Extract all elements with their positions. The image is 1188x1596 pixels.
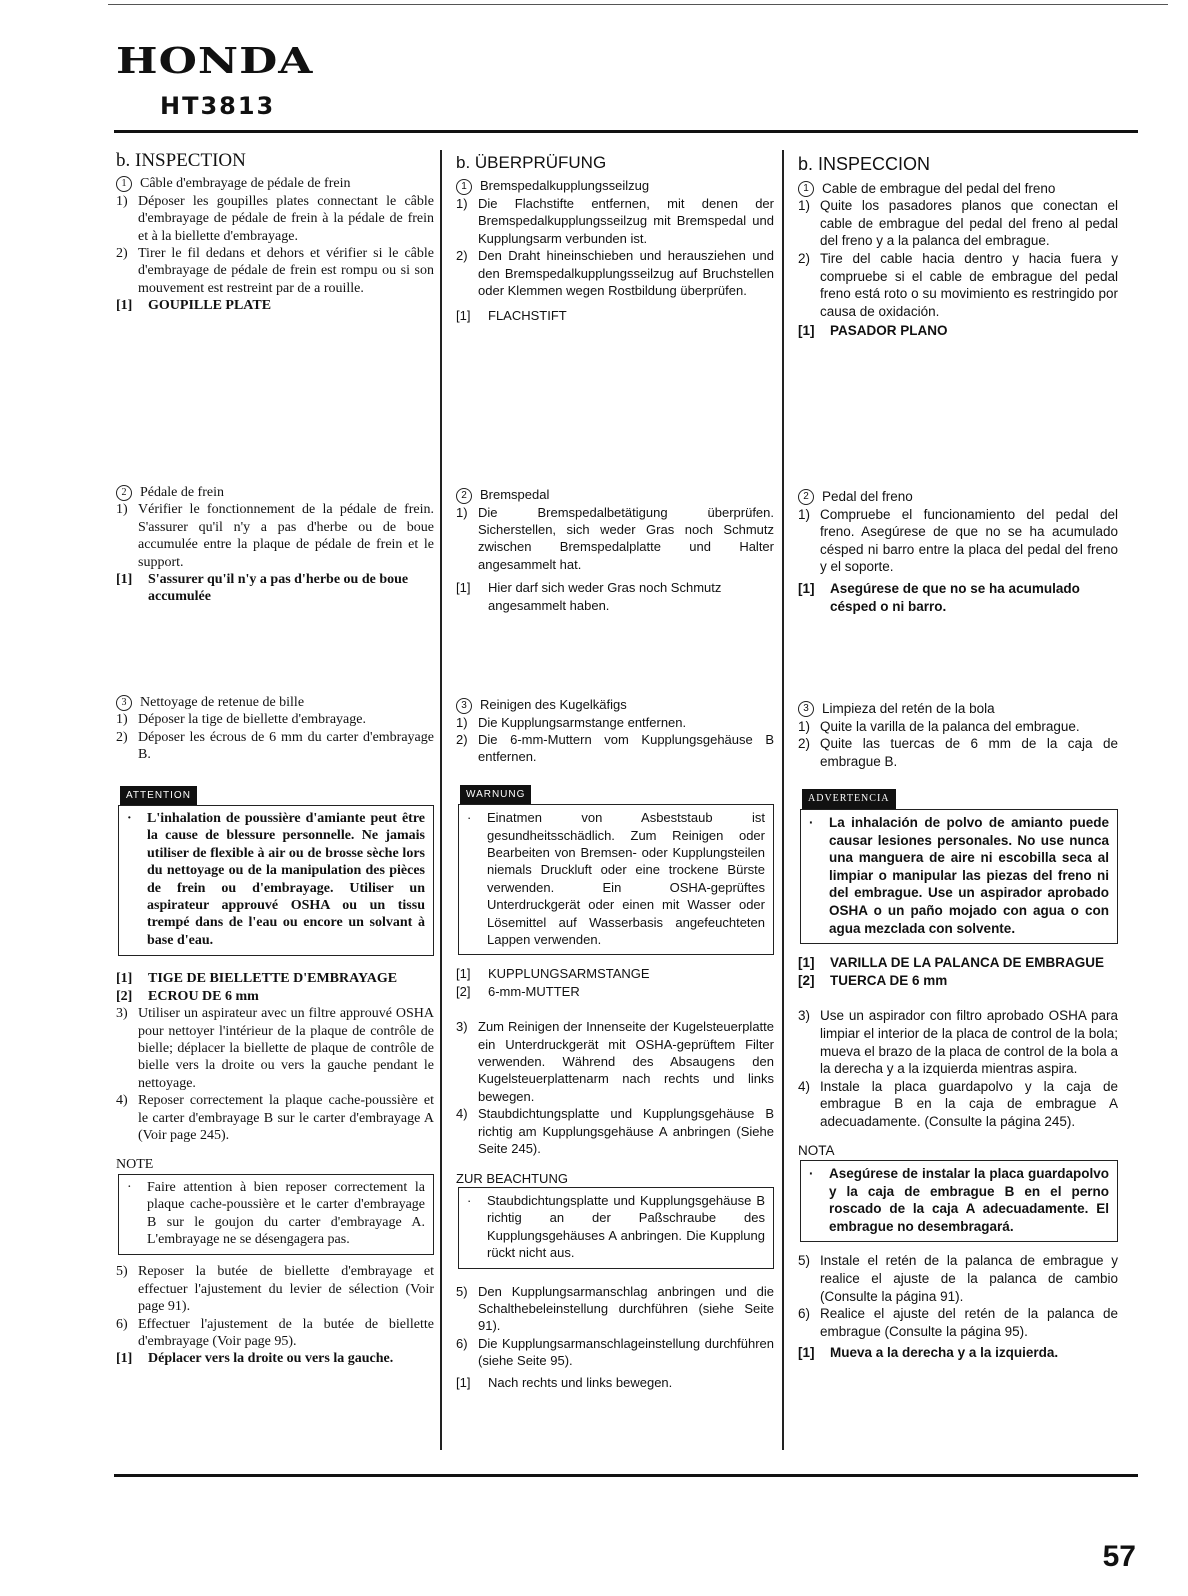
column-divider-2	[782, 150, 784, 1450]
step-text: Realice el ajuste del retén de la palanca de embrague (Consulte la página 95).	[820, 1306, 1118, 1339]
warning-badge: ADVERTENCIA	[802, 789, 896, 809]
circled-number: 3	[798, 701, 814, 717]
label-number: [1]	[456, 580, 471, 596]
warning-text: L'inhalation de poussière d'amiante peut être la cause de blessure personnelle. Ne jamais utiliser de flexible à air ou de brosse sèche lors du nettoyage ou de la manipulation des pièces de frein ou d'embrayage. Utiliser un aspirateur approuvé OSHA ou un tissu trempé dans de l'eau ou encore un solvant à base d'eau.	[147, 811, 425, 948]
model-number: HT3813	[160, 92, 276, 120]
label-text: Nach rechts und links bewegen.	[488, 1374, 673, 1390]
circled-number: 3	[456, 698, 472, 714]
label-text: S'assurer qu'il n'y a pas d'herbe ou de boue accumulée	[148, 572, 409, 605]
german-ball-cage-section	[456, 696, 774, 1391]
label-number: [1]	[116, 572, 133, 588]
section-title: Reinigen des Kugelkäfigs	[480, 697, 627, 712]
step-number: 3)	[798, 1008, 811, 1024]
label-text: PASADOR PLANO	[830, 323, 948, 339]
step-text: Reposer la butée de biellette d'embrayage et effectuer l'ajustement du levier de sélection (Voir page 91).	[138, 1264, 434, 1315]
step-text: Déposer les écrous de 6 mm du carter d'embrayage B.	[138, 729, 434, 763]
step-text: Die 6-mm-Muttern vom Kupplungsgehäuse B entfernen.	[478, 731, 774, 765]
step-number: 5)	[798, 1253, 811, 1269]
warning-badge: ATTENTION	[120, 786, 197, 805]
step-number: 6)	[798, 1306, 811, 1322]
bullet: ·	[127, 811, 132, 827]
step-number: 4)	[456, 1106, 468, 1122]
label-number: [1]	[798, 323, 815, 339]
step-text: Déposer la tige de biellette d'embrayage.	[138, 712, 366, 728]
step-text: Die Kupplungsarmanschlageinstellung durchführen (siehe Seite 95).	[478, 1335, 774, 1369]
step-text: Staubdichtungsplatte und Kupplungsgehäuse B richtig am Kupplungsgehäuse A anbringen (Siehe Seite 245).	[478, 1106, 774, 1157]
step-text: Compruebe el funcionamiento del pedal del freno. Asegúrese de que no se ha acumulado césped ni barro entre la placa del pedal del freno y el soporte.	[820, 506, 1118, 575]
bullet: ·	[127, 1179, 132, 1195]
step-text: Quite la varilla de la palanca del embrague.	[820, 718, 1080, 734]
spanish-ball-retainer-section	[798, 700, 1118, 1362]
circled-number: 2	[116, 485, 132, 501]
section-title: Bremspedal	[480, 487, 550, 502]
label-number: [2]	[798, 972, 815, 988]
circled-number: 1	[116, 176, 132, 192]
label-text: Déplacer vers la droite ou vers la gauche.	[148, 1351, 394, 1367]
french-heading: b. INSPECTION	[116, 150, 246, 171]
step-number: 2)	[116, 246, 128, 262]
circled-number: 2	[798, 489, 814, 505]
label-text: 6-mm-MUTTER	[488, 983, 580, 999]
spanish-heading: b. INSPECCION	[798, 154, 931, 174]
step-number: 1)	[116, 712, 128, 728]
step-text: Reposer correctement la plaque cache-poussière et le carter d'embrayage B sur le carter d'embrayage A (Voir page 245).	[138, 1093, 434, 1143]
step-number: 1)	[456, 195, 468, 211]
step-text: Vérifier le fonctionnement de la pédale de frein. S'assurer qu'il n'y a pas d'herbe ou de boue accumulée entre la plaque de pédale de frein et le support.	[138, 502, 434, 570]
circled-number: 2	[456, 488, 472, 504]
step-number: 1)	[798, 718, 811, 734]
german-heading: b. ÜBERPRÜFUNG	[456, 153, 607, 172]
step-number: 2)	[798, 250, 811, 266]
label-text: Asegúrese de que no se ha acumulado césped o ni barro.	[830, 580, 1080, 614]
circled-number: 3	[116, 695, 132, 711]
step-text: Tirer le fil dedans et dehors et vérifier si le câble d'embrayage de pédale de frein est rompu ou si son mouvement est restreint par de a rouille.	[138, 246, 434, 296]
step-number: 5)	[456, 1283, 468, 1299]
honda-logo: HONDA	[116, 40, 314, 82]
step-text: Use un aspirador con filtro aprobado OSHA para limpiar el interior de la placa de control de la bola; mueva el brazo de la placa de control de la bola a la derecha y a la izquierda mientras aspira.	[820, 1008, 1118, 1077]
label-text: TIGE DE BIELLETTE D'EMBRAYAGE	[148, 971, 398, 987]
note-title: NOTE	[116, 1157, 154, 1173]
note-box	[458, 1187, 774, 1269]
warning-box	[118, 805, 434, 956]
step-number: 5)	[116, 1264, 128, 1280]
step-number: 1)	[116, 502, 128, 518]
label-text: VARILLA DE LA PALANCA DE EMBRAGUE	[830, 955, 1104, 971]
bullet: ·	[809, 814, 814, 830]
step-number: 1)	[456, 504, 468, 520]
step-number: 6)	[116, 1316, 128, 1332]
step-text: Instale el retén de la palanca de embrague y realice el ajuste de la palanca de cambio (Consulte la página 91).	[820, 1253, 1118, 1304]
warning-text: Einatmen von Asbeststaub ist gesundheitsschädlich. Zum Reinigen oder Bearbeiten von Bremsen- oder Kupplungsteilen niemals Druckluft oder eine trockene Bürste verwenden. Ein OSHA-geprüftes Unterdruckgerät oder einen mit Wasser oder Lösemittel auf Wasserbasis angefeuchteten Lappen verwenden.	[487, 810, 765, 948]
label-text: TUERCA DE 6 mm	[830, 972, 948, 988]
step-number: 1)	[456, 714, 468, 730]
note-title: ZUR BEACHTUNG	[456, 1170, 568, 1186]
circled-number: 1	[798, 181, 814, 197]
bullet: ·	[809, 1166, 814, 1182]
label-text: GOUPILLE PLATE	[148, 298, 272, 314]
step-number: 1)	[116, 193, 128, 209]
note-box	[118, 1174, 434, 1256]
warning-text: La inhalación de polvo de amianto puede causar lesiones personales. No use nunca una manguera de aire ni escobilla seca al limpiar o manipular las piezas del freno ni del embrague. Use un aspirador aprobado OSHA o un paño mojado con agua o con agua mezclada con solvente.	[829, 814, 1109, 936]
note-title: NOTA	[798, 1143, 835, 1159]
step-text: Quite las tuercas de 6 mm de la caja de embrague B.	[820, 736, 1118, 769]
label-number: [1]	[798, 955, 815, 971]
warning-box	[458, 804, 774, 955]
footer-rule	[114, 1474, 1138, 1477]
step-number: 6)	[456, 1335, 468, 1351]
label-number: [2]	[116, 988, 133, 1004]
section-title: Limpieza del retén de la bola	[822, 701, 995, 716]
label-number: [1]	[798, 580, 815, 596]
step-text: Die Bremspedalbetätigung überprüfen. Sicherstellen, sich weder Gras noch Schmutz zwischen Bremspedalplatte und Halter angesammelt hat.	[478, 504, 774, 572]
step-text: Utiliser un aspirateur avec un filtre approuvé OSHA pour nettoyer l'intérieur de la plaque de contrôle de bielle; déplacer la biellette de plaque de contrôle de bielle vers la droite ou vers la gauche pendant le nettoyage.	[138, 1006, 434, 1091]
step-text: Die Kupplungsarmstange entfernen.	[478, 714, 687, 730]
french-ball-retainer-section	[116, 694, 434, 1368]
note-text: Faire attention à bien reposer correctement la plaque cache-poussière et le carter d'embrayage B sur le goujon du carter d'embrayage A. L'embrayage ne se désengagera pas.	[147, 1179, 425, 1247]
section-title: Pedal del freno	[822, 489, 913, 504]
note-text: Staubdichtungsplatte und Kupplungsgehäuse B richtig an der Paßschraube des Kupplungsgehäuses A anbringen. Die Kupplung rückt nicht aus.	[487, 1192, 765, 1261]
note-box	[800, 1160, 1118, 1242]
section-title: Câble d'embrayage de pédale de frein	[140, 176, 351, 192]
step-text: Zum Reinigen der Innenseite der Kugelsteuerplatte ein Unterdruckgerät mit OSHA-geprüftem Filter verwenden. Während des Absaugens den Kugelsteuerplattenarm nach rechts und links bewegen.	[478, 1019, 774, 1104]
step-number: 2)	[116, 729, 128, 745]
section-title: Cable de embrague del pedal del freno	[822, 180, 1056, 196]
label-number: [1]	[456, 966, 471, 982]
note-text: Asegúrese de instalar la placa guardapolvo y la caja de embrague B en el perno roscado de la caja A adecuadamente. El embrague no desembragará.	[829, 1166, 1109, 1234]
step-number: 1)	[798, 506, 811, 522]
header-rule	[114, 130, 1138, 133]
step-text: Quite los pasadores planos que conectan el cable de embrague del pedal del freno al pedal del freno y a la palanca del embrague.	[820, 198, 1118, 249]
warning-badge: WARNUNG	[460, 785, 531, 804]
column-divider-1	[440, 150, 442, 1450]
step-number: 2)	[456, 248, 468, 264]
step-text: Die Flachstifte entfernen, mit denen der Bremspedalkupplungsseilzug mit Bremspedal und Kupplungsarm verbunden ist.	[478, 195, 774, 246]
step-number: 4)	[798, 1078, 811, 1094]
section-title: Bremspedalkupplungsseilzug	[480, 178, 650, 194]
circled-number: 1	[456, 179, 472, 195]
step-number: 2)	[456, 731, 468, 747]
label-number: [1]	[116, 298, 133, 314]
label-number: [1]	[116, 971, 133, 987]
step-number: 3)	[116, 1006, 128, 1022]
french-brake-pedal-section	[116, 484, 434, 606]
label-number: [1]	[798, 1345, 815, 1361]
step-text: Effectuer l'ajustement de la butée de biellette d'embrayage (Voir page 95).	[138, 1316, 434, 1349]
german-column	[456, 154, 774, 325]
label-number: [1]	[456, 1374, 471, 1390]
bullet: ·	[467, 810, 472, 826]
label-text: FLACHSTIFT	[488, 308, 567, 324]
bullet: ·	[467, 1192, 472, 1208]
label-number: [2]	[456, 983, 471, 999]
step-number: 4)	[116, 1093, 128, 1109]
step-text: Den Kupplungsarmanschlag anbringen und die Schalthebeleinstellung durchführen (siehe Seite 91).	[478, 1283, 774, 1334]
page-number: 57	[1102, 1540, 1136, 1573]
warning-box	[800, 809, 1118, 944]
label-text: KUPPLUNGSARMSTANGE	[488, 966, 650, 982]
step-number: 2)	[798, 736, 811, 752]
step-number: 1)	[798, 198, 811, 214]
step-text: Den Draht hineinschieben und herausziehen und den Bremspedalkupplungsseilzug auf Bruchstellen oder Klemmen wegen Rostbildung überprüfen.	[478, 248, 774, 298]
step-text: Instale la placa guardapolvo y la caja de embrague B en la caja de embrague A adecuadamente. (Consulte la página 245).	[820, 1078, 1118, 1129]
label-text: Hier darf sich weder Gras noch Schmutz angesammelt haben.	[488, 580, 722, 613]
label-number: [1]	[116, 1351, 133, 1367]
label-text: Mueva a la derecha y a la izquierda.	[830, 1345, 1059, 1361]
section-title: Nettoyage de retenue de bille	[140, 695, 305, 710]
label-number: [1]	[456, 308, 471, 324]
top-hairline	[108, 4, 1168, 5]
step-text: Déposer les goupilles plates connectant le câble d'embrayage de pédale de frein à la pédale de frein et à la biellette d'embrayage.	[138, 193, 434, 244]
step-text: Tire del cable hacia dentro y hacia fuera y compruebe si el cable de embrague del pedal freno está roto o su movimiento es restringido por causa de oxidación.	[820, 250, 1118, 319]
french-column	[116, 152, 434, 315]
section-title: Pédale de frein	[140, 485, 224, 500]
spanish-brake-pedal-section	[798, 488, 1118, 615]
step-number: 3)	[456, 1019, 468, 1035]
german-brake-pedal-section	[456, 486, 774, 614]
spanish-column	[798, 156, 1118, 340]
label-text: ECROU DE 6 mm	[148, 988, 259, 1004]
